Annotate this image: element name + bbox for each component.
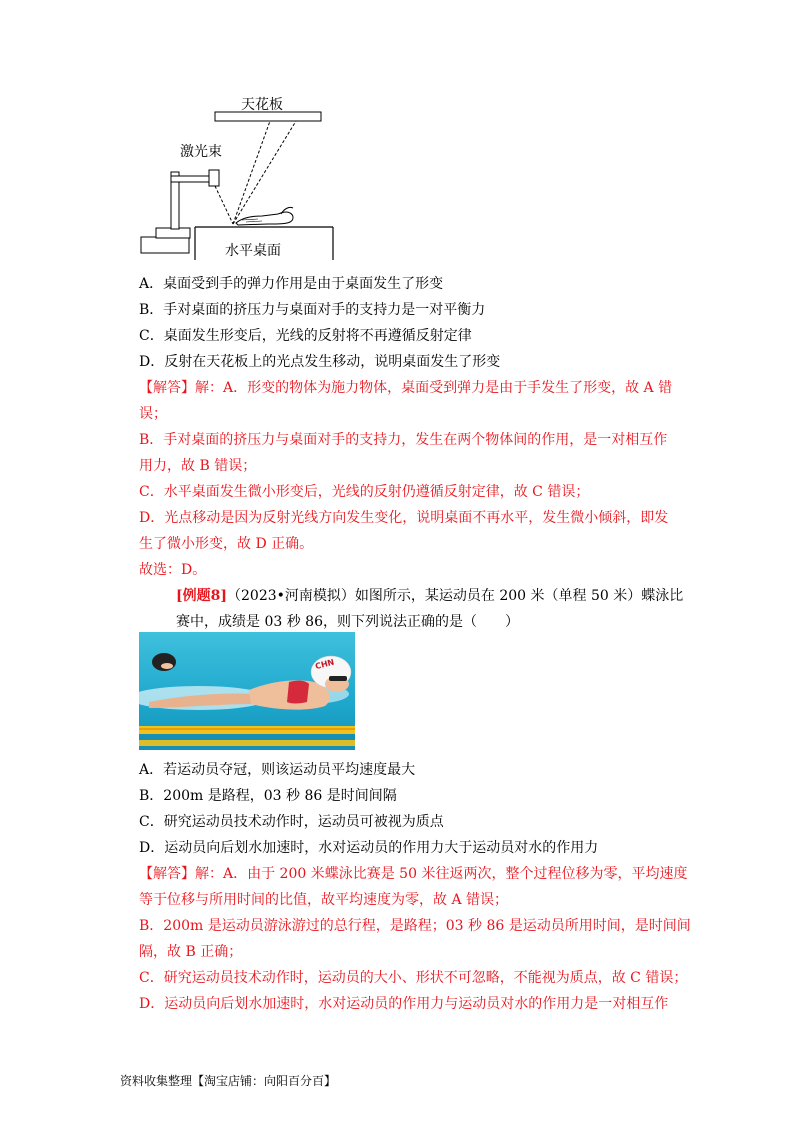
q8-option-a: A．若运动员夺冠，则该运动员平均速度最大 <box>139 762 416 778</box>
ceiling-label: 天花板 <box>241 97 283 113</box>
q7-answer-line-5: C．水平桌面发生微小形变后，光线的反射仍遵循反射定律，故 C 错误； <box>139 484 590 500</box>
q8-stem-line-1 <box>176 586 683 606</box>
q8-stem-line-2: 赛中，成绩是 03 秒 86，则下列说法正确的是（ ） <box>176 614 519 630</box>
swimsuit <box>287 681 309 704</box>
q7-choice: 故选：D。 <box>139 562 207 578</box>
q7-answer-line-2: 误； <box>139 406 167 422</box>
q8-answer-line-6: D．运动员向后划水加速时，水对运动员的作用力与运动员对水的作用力是一对相互作 <box>139 996 669 1012</box>
laser-reflection-diagram <box>138 90 338 265</box>
butterfly-swimmer-photo <box>139 632 355 750</box>
stand-base <box>141 237 189 253</box>
q7-option-b: B．手对桌面的挤压力与桌面对手的支持力是一对平衡力 <box>139 302 486 318</box>
q8-tag: [例题8] <box>176 588 227 604</box>
q8-answer-line-3: B．200m 是运动员游泳游过的总行程，是路程；03 秒 86 是运动员所用时间，是时间间 <box>139 918 691 934</box>
stand-arm <box>171 176 211 182</box>
lane-rope <box>139 726 355 734</box>
goggles <box>329 676 347 681</box>
q7-option-c: C．桌面发生形变后，光线的反射将不再遵循反射定律 <box>139 328 472 344</box>
q8-stem-text-1: （2023•河南模拟）如图所示，某运动员在 200 米（单程 50 米）蝶泳比 <box>227 588 684 604</box>
incident-beam <box>215 186 233 224</box>
q8-answer-line-4: 隔，故 B 正确； <box>139 944 243 960</box>
q8-option-c: C．研究运动员技术动作时，运动员可被视为质点 <box>139 814 444 830</box>
laser-head <box>209 170 219 186</box>
q8-option-d: D．运动员向后划水加速时，水对运动员的作用力大于运动员对水的作用力 <box>139 840 599 856</box>
hand-icon <box>236 212 293 225</box>
table-label: 水平桌面 <box>225 243 281 259</box>
q7-answer-line-6: D．光点移动是因为反射光线方向发生变化，说明桌面不再水平，发生微小倾斜，即发 <box>139 510 669 526</box>
page-footer: 资料收集整理【淘宝店铺：向阳百分百】 <box>120 1074 337 1088</box>
q7-option-d: D．反射在天花板上的光点发生移动，说明桌面发生了形变 <box>139 354 501 370</box>
q8-answer-line-2: 等于位移与所用时间的比值，故平均速度为零，故 A 错误； <box>139 892 509 908</box>
cap-text: CHN <box>314 657 336 672</box>
q7-option-a: A．桌面受到手的弹力作用是由于桌面发生了形变 <box>139 276 444 292</box>
q8-option-b: B．200m 是路程，03 秒 86 是时间间隔 <box>139 788 397 804</box>
laser-label: 激光束 <box>180 144 222 160</box>
q7-answer-line-1: 【解答】解：A．形变的物体为施力物体，桌面受到弹力是由于手发生了形变，故 A 错 <box>139 380 673 396</box>
q8-answer-line-1: 【解答】解：A．由于 200 米蝶泳比赛是 50 米往返两次，整个过程位移为零，平均速度 <box>139 866 688 882</box>
q8-answer-line-5: C．研究运动员技术动作时，运动员的大小、形状不可忽略，不能视为质点，故 C 错误； <box>139 970 688 986</box>
q7-answer-line-3: B．手对桌面的挤压力与桌面对手的支持力，发生在两个物体间的作用，是一对相互作 <box>139 432 668 448</box>
q7-answer-line-4: 用力，故 B 错误； <box>139 458 257 474</box>
q7-answer-line-7: 生了微小形变，故 D 正确。 <box>139 536 314 552</box>
